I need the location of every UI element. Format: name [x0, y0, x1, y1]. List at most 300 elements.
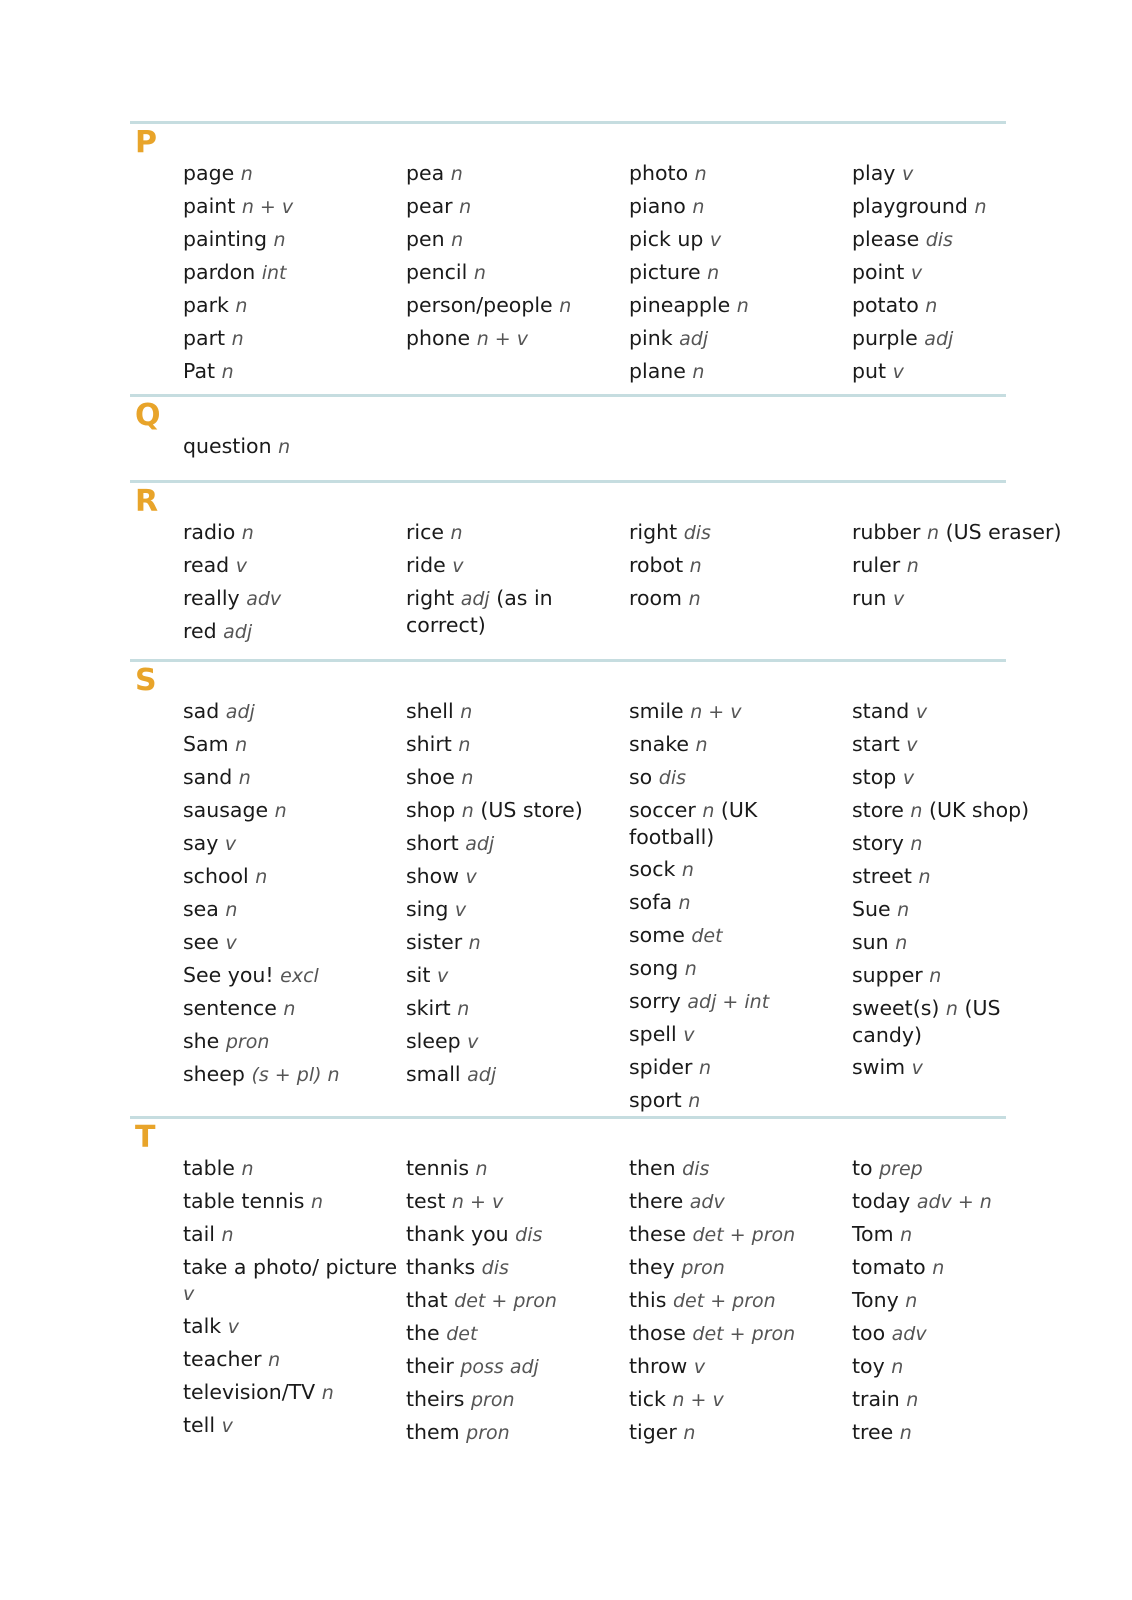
word-entry: [406, 1320, 621, 1347]
headword: sad: [183, 699, 220, 723]
part-of-speech: dis: [925, 229, 953, 251]
headword: question: [183, 434, 272, 458]
headword: shell: [406, 699, 454, 723]
section-divider: [130, 121, 1006, 124]
part-of-speech: v: [906, 734, 918, 756]
part-of-speech: n: [221, 361, 234, 383]
headword: shirt: [406, 732, 452, 756]
word-column: [852, 1155, 1067, 1452]
word-entry: [406, 896, 621, 923]
part-of-speech: n: [736, 295, 749, 317]
headword: teacher: [183, 1347, 262, 1371]
headword: park: [183, 293, 229, 317]
part-of-speech: n: [900, 1224, 913, 1246]
word-entry: [852, 731, 1067, 758]
headword: they: [629, 1255, 675, 1279]
word-entry: [629, 764, 844, 791]
part-of-speech: n: [707, 262, 720, 284]
word-entry: [406, 519, 621, 546]
part-of-speech: n: [918, 866, 931, 888]
word-entry: [183, 1061, 398, 1088]
word-entry: [852, 896, 1067, 923]
word-entry: [629, 797, 844, 850]
word-entry: [852, 1353, 1067, 1380]
word-column: [183, 698, 398, 1094]
part-of-speech: pron: [470, 1389, 515, 1411]
word-entry: [183, 863, 398, 890]
headword: potato: [852, 293, 919, 317]
headword: paint: [183, 194, 236, 218]
part-of-speech: det: [446, 1323, 478, 1345]
word-entry: [406, 259, 621, 286]
part-of-speech: n + v: [672, 1389, 724, 1411]
word-entry: [183, 896, 398, 923]
headword: supper: [852, 963, 923, 987]
word-column: [183, 160, 398, 391]
word-column: [629, 519, 844, 618]
part-of-speech: adj: [223, 621, 253, 643]
part-of-speech: excl: [280, 965, 319, 987]
word-entry: [629, 585, 844, 612]
word-entry: [629, 988, 844, 1015]
part-of-speech: n: [283, 998, 296, 1020]
word-entry: [629, 889, 844, 916]
part-of-speech: adv: [891, 1323, 927, 1345]
part-of-speech: n: [692, 196, 705, 218]
part-of-speech: poss adj: [460, 1356, 539, 1378]
headword: start: [852, 732, 900, 756]
part-of-speech: dis: [682, 1158, 710, 1180]
word-entry: [852, 1054, 1067, 1081]
part-of-speech: n + v: [476, 328, 528, 350]
part-of-speech: v: [224, 833, 237, 855]
headword: say: [183, 831, 219, 855]
word-entry: [406, 1028, 621, 1055]
part-of-speech: v: [910, 262, 923, 284]
part-of-speech: v: [915, 701, 928, 723]
word-column: [852, 160, 1067, 391]
part-of-speech: n: [899, 1422, 912, 1444]
part-of-speech: det + pron: [454, 1290, 557, 1312]
headword: them: [406, 1420, 460, 1444]
part-of-speech: adj: [225, 701, 255, 723]
part-of-speech: adj: [679, 328, 709, 350]
section-divider: [130, 1116, 1006, 1119]
headword: pink: [629, 326, 673, 350]
word-entry: [629, 1155, 844, 1182]
part-of-speech: n: [906, 555, 919, 577]
word-entry: [629, 1254, 844, 1281]
headword: point: [852, 260, 905, 284]
headword: talk: [183, 1314, 222, 1338]
headword: red: [183, 619, 217, 643]
part-of-speech: pron: [225, 1031, 270, 1053]
part-of-speech: n: [905, 1290, 918, 1312]
word-entry: [183, 962, 398, 989]
word-entry: [629, 1386, 844, 1413]
headword: pen: [406, 227, 445, 251]
word-entry: [183, 433, 398, 460]
word-entry: [852, 962, 1067, 989]
word-entry: [629, 358, 844, 385]
part-of-speech: n: [927, 522, 940, 544]
headword: sun: [852, 930, 889, 954]
part-of-speech: n: [698, 1057, 712, 1079]
part-of-speech: n: [241, 1158, 254, 1180]
part-of-speech: n: [221, 1224, 234, 1246]
part-of-speech: adv + n: [916, 1191, 992, 1213]
word-entry: [629, 1087, 844, 1114]
word-column: [183, 519, 398, 651]
part-of-speech: n: [461, 767, 474, 789]
word-entry: [183, 1155, 398, 1182]
word-entry: [852, 1254, 1067, 1281]
part-of-speech: n: [451, 229, 464, 251]
part-of-speech: n: [468, 932, 481, 954]
word-entry: [406, 325, 621, 352]
section-divider: [130, 394, 1006, 397]
part-of-speech: n + v: [690, 701, 742, 723]
word-entry: [406, 1386, 621, 1413]
word-entry: [406, 797, 621, 824]
headword: sweet(s): [852, 996, 940, 1020]
part-of-speech: n: [273, 229, 286, 251]
word-column: [629, 160, 844, 391]
headword: so: [629, 765, 653, 789]
part-of-speech: n: [268, 1349, 281, 1371]
part-of-speech: n: [457, 998, 470, 1020]
headword: playground: [852, 194, 968, 218]
headword: run: [852, 586, 887, 610]
word-entry: [406, 1221, 621, 1248]
word-column: [629, 698, 844, 1120]
word-entry: [183, 698, 398, 725]
word-entry: [406, 1419, 621, 1446]
word-entry: [629, 1287, 844, 1314]
part-of-speech: v: [901, 163, 914, 185]
word-entry: [183, 618, 398, 645]
part-of-speech: n: [278, 436, 291, 458]
word-entry: [852, 552, 1067, 579]
headword: train: [852, 1387, 900, 1411]
word-entry: [852, 995, 1067, 1048]
headword: person/people: [406, 293, 553, 317]
headword: See you!: [183, 963, 274, 987]
word-entry: [629, 955, 844, 982]
part-of-speech: v: [467, 1031, 479, 1053]
word-entry: [183, 552, 398, 579]
headword: part: [183, 326, 226, 350]
word-entry: [183, 764, 398, 791]
word-entry: [406, 552, 621, 579]
headword: picture: [629, 260, 701, 284]
word-entry: [183, 1346, 398, 1373]
word-entry: [629, 193, 844, 220]
word-entry: [629, 856, 844, 883]
headword: shoe: [406, 765, 455, 789]
headword: painting: [183, 227, 268, 251]
part-of-speech: n: [458, 734, 471, 756]
word-entry: [183, 358, 398, 385]
headword: sleep: [406, 1029, 461, 1053]
part-of-speech: det + pron: [692, 1323, 796, 1345]
word-entry: [852, 519, 1067, 546]
word-entry: [183, 1379, 398, 1406]
word-entry: [406, 160, 621, 187]
section-divider: [130, 659, 1006, 662]
headword: thanks: [406, 1255, 476, 1279]
headword: shop: [406, 798, 456, 822]
usage-note: (US candy): [852, 996, 1001, 1047]
part-of-speech: n: [255, 866, 268, 888]
word-entry: [406, 292, 621, 319]
part-of-speech: n: [688, 588, 701, 610]
headword: small: [406, 1062, 461, 1086]
part-of-speech: n: [461, 800, 474, 822]
part-of-speech: n: [235, 734, 248, 756]
headword: Tom: [852, 1222, 894, 1246]
part-of-speech: n: [238, 767, 251, 789]
headword: page: [183, 161, 235, 185]
word-entry: [183, 1221, 398, 1248]
part-of-speech: n: [460, 701, 473, 723]
part-of-speech: n: [689, 555, 702, 577]
word-entry: [406, 731, 621, 758]
headword: sheep: [183, 1062, 245, 1086]
word-entry: [629, 1188, 844, 1215]
headword: pencil: [406, 260, 468, 284]
headword: test: [406, 1189, 446, 1213]
part-of-speech: dis: [658, 767, 687, 789]
part-of-speech: n: [683, 1422, 696, 1444]
headword: room: [629, 586, 683, 610]
word-entry: [629, 1353, 844, 1380]
headword: photo: [629, 161, 689, 185]
headword: too: [852, 1321, 886, 1345]
headword: to: [852, 1156, 873, 1180]
headword: sausage: [183, 798, 269, 822]
word-entry: [629, 698, 844, 725]
headword: purple: [852, 326, 918, 350]
headword: Sue: [852, 897, 891, 921]
word-entry: [629, 731, 844, 758]
part-of-speech: n: [910, 800, 923, 822]
part-of-speech: n: [906, 1389, 919, 1411]
headword: store: [852, 798, 904, 822]
word-entry: [406, 1353, 621, 1380]
headword: song: [629, 956, 679, 980]
part-of-speech: v: [465, 866, 477, 888]
word-entry: [852, 764, 1067, 791]
part-of-speech: n: [225, 899, 238, 921]
headword: sofa: [629, 890, 673, 914]
part-of-speech: adv: [689, 1191, 725, 1213]
section-letter: T: [135, 1120, 156, 1155]
part-of-speech: adj: [467, 1064, 497, 1086]
word-entry: [406, 1287, 621, 1314]
headword: tiger: [629, 1420, 677, 1444]
headword: rice: [406, 520, 445, 544]
word-column: [406, 519, 621, 644]
word-entry: [183, 929, 398, 956]
headword: really: [183, 586, 240, 610]
headword: today: [852, 1189, 911, 1213]
word-entry: [852, 1155, 1067, 1182]
part-of-speech: n: [695, 734, 708, 756]
word-entry: [183, 193, 398, 220]
headword: their: [406, 1354, 454, 1378]
part-of-speech: adv: [246, 588, 282, 610]
word-entry: [852, 1221, 1067, 1248]
word-entry: [183, 1028, 398, 1055]
part-of-speech: v: [221, 1415, 233, 1437]
word-entry: [629, 292, 844, 319]
part-of-speech: n: [240, 163, 253, 185]
part-of-speech: v: [693, 1356, 706, 1378]
word-entry: [183, 226, 398, 253]
usage-note: (as in correct): [406, 586, 553, 637]
part-of-speech: n: [929, 965, 942, 987]
headword: sorry: [629, 989, 681, 1013]
section-letter: R: [135, 484, 159, 519]
word-entry: [852, 358, 1067, 385]
headword: street: [852, 864, 912, 888]
headword: theirs: [406, 1387, 465, 1411]
headword: pick up: [629, 227, 704, 251]
headword: pineapple: [629, 293, 731, 317]
part-of-speech: n: [678, 892, 691, 914]
part-of-speech: n: [459, 196, 472, 218]
part-of-speech: n: [702, 800, 715, 822]
headword: see: [183, 930, 219, 954]
word-entry: [183, 797, 398, 824]
word-entry: [406, 226, 621, 253]
word-entry: [406, 962, 621, 989]
word-entry: [406, 1061, 621, 1088]
word-entry: [852, 259, 1067, 286]
word-entry: [629, 325, 844, 352]
headword: toy: [852, 1354, 885, 1378]
headword: take a photo/ picture: [183, 1255, 398, 1279]
headword: thank you: [406, 1222, 509, 1246]
word-column: [406, 160, 621, 358]
headword: tail: [183, 1222, 215, 1246]
part-of-speech: v: [436, 965, 449, 987]
word-entry: [852, 929, 1067, 956]
headword: plane: [629, 359, 686, 383]
headword: radio: [183, 520, 236, 544]
part-of-speech: v: [227, 1316, 239, 1338]
word-entry: [406, 1155, 621, 1182]
word-entry: [852, 698, 1067, 725]
word-entry: [183, 585, 398, 612]
word-entry: [406, 929, 621, 956]
word-entry: [852, 226, 1067, 253]
headword: piano: [629, 194, 686, 218]
headword: stand: [852, 699, 910, 723]
headword: this: [629, 1288, 667, 1312]
word-entry: [183, 731, 398, 758]
word-column: [629, 1155, 844, 1452]
word-entry: [629, 1221, 844, 1248]
word-entry: [629, 922, 844, 949]
headword: tennis: [406, 1156, 470, 1180]
word-entry: [629, 1320, 844, 1347]
headword: table: [183, 1156, 235, 1180]
part-of-speech: n: [473, 262, 486, 284]
part-of-speech: n: [241, 522, 254, 544]
headword: right: [629, 520, 678, 544]
part-of-speech: n: [895, 932, 908, 954]
headword: sit: [406, 963, 431, 987]
headword: she: [183, 1029, 220, 1053]
word-entry: [852, 1287, 1067, 1314]
headword: pardon: [183, 260, 256, 284]
usage-note: (US store): [480, 798, 583, 822]
headword: robot: [629, 553, 684, 577]
word-entry: [852, 160, 1067, 187]
usage-note: (UK shop): [928, 798, 1030, 822]
word-entry: [852, 830, 1067, 857]
part-of-speech: det: [691, 925, 723, 947]
part-of-speech: det + pron: [672, 1290, 776, 1312]
part-of-speech: n: [559, 295, 572, 317]
word-entry: [852, 585, 1067, 612]
headword: ride: [406, 553, 446, 577]
headword: short: [406, 831, 459, 855]
word-entry: [183, 519, 398, 546]
part-of-speech: v: [225, 932, 237, 954]
word-entry: [629, 226, 844, 253]
word-entry: [852, 1386, 1067, 1413]
word-entry: [406, 1254, 621, 1281]
part-of-speech: v: [235, 555, 247, 577]
word-entry: [852, 193, 1067, 220]
word-column: [183, 433, 398, 466]
word-entry: [183, 259, 398, 286]
word-entry: [406, 585, 621, 638]
headword: skirt: [406, 996, 451, 1020]
headword: spider: [629, 1055, 693, 1079]
part-of-speech: v: [452, 555, 464, 577]
headword: Tony: [852, 1288, 899, 1312]
word-entry: [406, 863, 621, 890]
word-column: [852, 519, 1067, 618]
part-of-speech: adj: [924, 328, 954, 350]
part-of-speech: dis: [515, 1224, 543, 1246]
headword: phone: [406, 326, 471, 350]
word-entry: [183, 292, 398, 319]
headword: snake: [629, 732, 689, 756]
part-of-speech: n: [450, 163, 463, 185]
headword: Pat: [183, 359, 216, 383]
word-entry: [852, 863, 1067, 890]
headword: rubber: [852, 520, 921, 544]
headword: then: [629, 1156, 676, 1180]
headword: tomato: [852, 1255, 926, 1279]
part-of-speech: v: [902, 767, 915, 789]
word-entry: [183, 160, 398, 187]
word-entry: [406, 764, 621, 791]
section-letter: S: [135, 663, 157, 698]
part-of-speech: n: [925, 295, 938, 317]
word-entry: [852, 292, 1067, 319]
part-of-speech: n: [692, 361, 705, 383]
headword: pear: [406, 194, 453, 218]
headword: sing: [406, 897, 449, 921]
part-of-speech: n: [974, 196, 987, 218]
part-of-speech: n: [321, 1382, 334, 1404]
